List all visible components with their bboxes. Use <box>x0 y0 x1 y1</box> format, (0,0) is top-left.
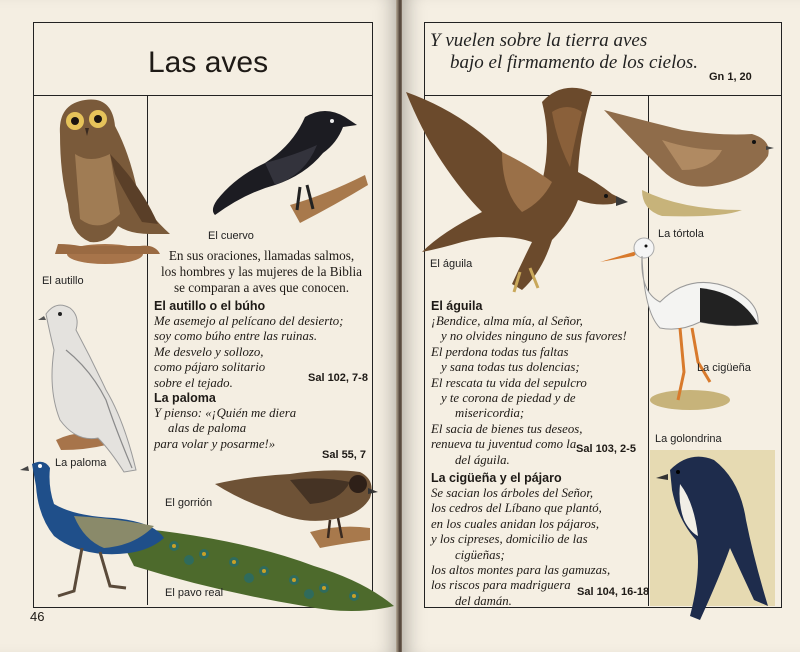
verse-line: ¡Bendice, alma mía, al Señor, <box>431 314 583 328</box>
intro-line: los hombres y las mujeres de la Biblia <box>160 264 363 279</box>
verse-line: y los cipreses, domicilio de las <box>431 532 588 547</box>
turtledove-illustration <box>602 100 777 220</box>
verse-line: Me desvelo y sollozo, <box>154 344 264 359</box>
page-title: Las aves <box>148 46 269 79</box>
verse-line: sobre el tejado. <box>154 375 233 390</box>
caption-sparrow: El gorrión <box>165 497 213 509</box>
caption-owl: El autillo <box>42 275 84 287</box>
owl-illustration <box>30 94 180 269</box>
caption-crow: El cuervo <box>208 230 254 242</box>
verse-line: como pájaro solitario <box>154 360 266 375</box>
section-heading: El autillo o el búho <box>154 299 266 313</box>
verse-line: El perdona todas tus faltas <box>431 344 569 359</box>
section-heading: El águila <box>431 299 483 313</box>
verse-line: y te corona de piedad y de <box>441 391 576 406</box>
scripture-reference: Sal 104, 16-18 <box>577 586 650 598</box>
verse-line: del águila. <box>455 452 510 467</box>
scripture-reference: Sal 102, 7-8 <box>308 372 368 384</box>
caption-peacock: El pavo real <box>165 587 224 599</box>
intro-paragraph <box>154 248 369 296</box>
verse-line: del damán. <box>455 593 512 608</box>
epigraph-line: bajo el firmamento de los cielos. <box>450 52 699 73</box>
verse-line: los altos montes para las gamuzas, <box>431 563 611 578</box>
verse-line: y no olvides ninguno de sus favores! <box>441 329 627 344</box>
intro-line: se comparan a aves que conocen. <box>173 280 350 295</box>
left-page <box>0 0 398 652</box>
peacock-illustration <box>14 456 398 626</box>
verse-line: para volar y posarme!» <box>154 436 276 451</box>
verse-line: misericordia; <box>455 406 525 421</box>
caption-turtledove: La tórtola <box>658 228 704 240</box>
verse-line: y sana todas tus dolencias; <box>441 360 580 375</box>
epigraph <box>430 30 698 74</box>
verse-line: Se sacian los árboles del Señor, <box>431 486 594 500</box>
verse-line: en los cuales anidan los pájaros, <box>431 516 600 531</box>
section-heading: La paloma <box>154 391 216 405</box>
caption-stork: La cigüeña <box>697 362 751 374</box>
caption-dove: La paloma <box>55 457 107 469</box>
verse-line: El sacia de bienes tus deseos, <box>431 421 583 436</box>
caption-swallow: La golondrina <box>655 433 722 445</box>
verse-line: alas de paloma <box>168 421 247 436</box>
section-heading: La cigüeña y el pájaro <box>431 471 562 485</box>
verse-line: cigüeñas; <box>455 547 505 562</box>
crow-illustration <box>205 105 370 240</box>
verse-line: Y pienso: «¡Quién me diera <box>154 406 297 420</box>
section-dove <box>154 390 374 452</box>
scripture-reference: Sal 55, 7 <box>322 449 367 461</box>
verse-line: los cedros del Líbano que plantó, <box>431 501 602 516</box>
page-number: 46 <box>30 609 45 624</box>
epigraph-line: Y vuelen sobre la tierra aves <box>430 30 648 51</box>
intro-line: En sus oraciones, llamadas salmos, <box>168 248 355 263</box>
scripture-reference: Sal 103, 2-5 <box>576 443 636 455</box>
epigraph-reference: Gn 1, 20 <box>709 71 752 83</box>
verse-line: soy como búho entre las ruinas. <box>154 329 318 344</box>
verse-line: El rescata tu vida del sepulcro <box>431 375 587 390</box>
swallow-illustration <box>650 450 775 630</box>
verse-line: los riscos para madriguera <box>431 578 571 593</box>
caption-eagle: El águila <box>430 258 473 270</box>
dove-illustration <box>36 300 146 480</box>
verse-line: Me asemejo al pelícano del desierto; <box>154 314 344 328</box>
verse-line: renueva tu juventud como la <box>431 437 577 452</box>
